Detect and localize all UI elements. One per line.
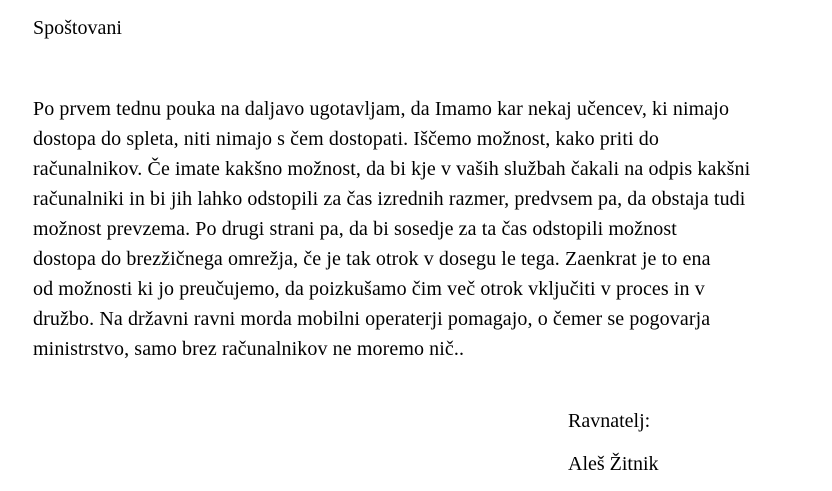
signature-name: Aleš Žitnik bbox=[568, 453, 659, 475]
letter-greeting: Spoštovani bbox=[33, 17, 122, 39]
body-line: računalnikov. Če imate kakšno možnost, da bi kje v vaših službah čakali na odpis kakšni bbox=[33, 158, 751, 180]
body-line: računalniki in bi jih lahko odstopili za čas izrednih razmer, predvsem pa, da obstaja tudi bbox=[33, 188, 746, 210]
signature-block bbox=[568, 406, 659, 479]
body-line: družbo. Na državni ravni morda mobilni operaterji pomagajo, o čemer se pogovarja bbox=[33, 308, 711, 330]
body-line: dostopa do brezžičnega omrežja, če je tak otrok v dosegu le tega. Zaenkrat je to ena bbox=[33, 248, 711, 270]
body-line: možnost prevzema. Po drugi strani pa, da bi sosedje za ta čas odstopili možnost bbox=[33, 218, 677, 240]
body-line: dostopa do spleta, niti nimajo s čem dostopati. Iščemo možnost, kako priti do bbox=[33, 128, 659, 150]
signature-role: Ravnatelj: bbox=[568, 410, 651, 432]
body-line: ministrstvo, samo brez računalnikov ne moremo nič.. bbox=[33, 338, 465, 360]
body-line: od možnosti ki jo preučujemo, da poizkušamo čim več otrok vključiti v proces in v bbox=[33, 278, 705, 300]
letter-body bbox=[33, 94, 813, 364]
body-line: Po prvem tednu pouka na daljavo ugotavljam, da Imamo kar nekaj učencev, ki nimajo bbox=[33, 98, 730, 120]
